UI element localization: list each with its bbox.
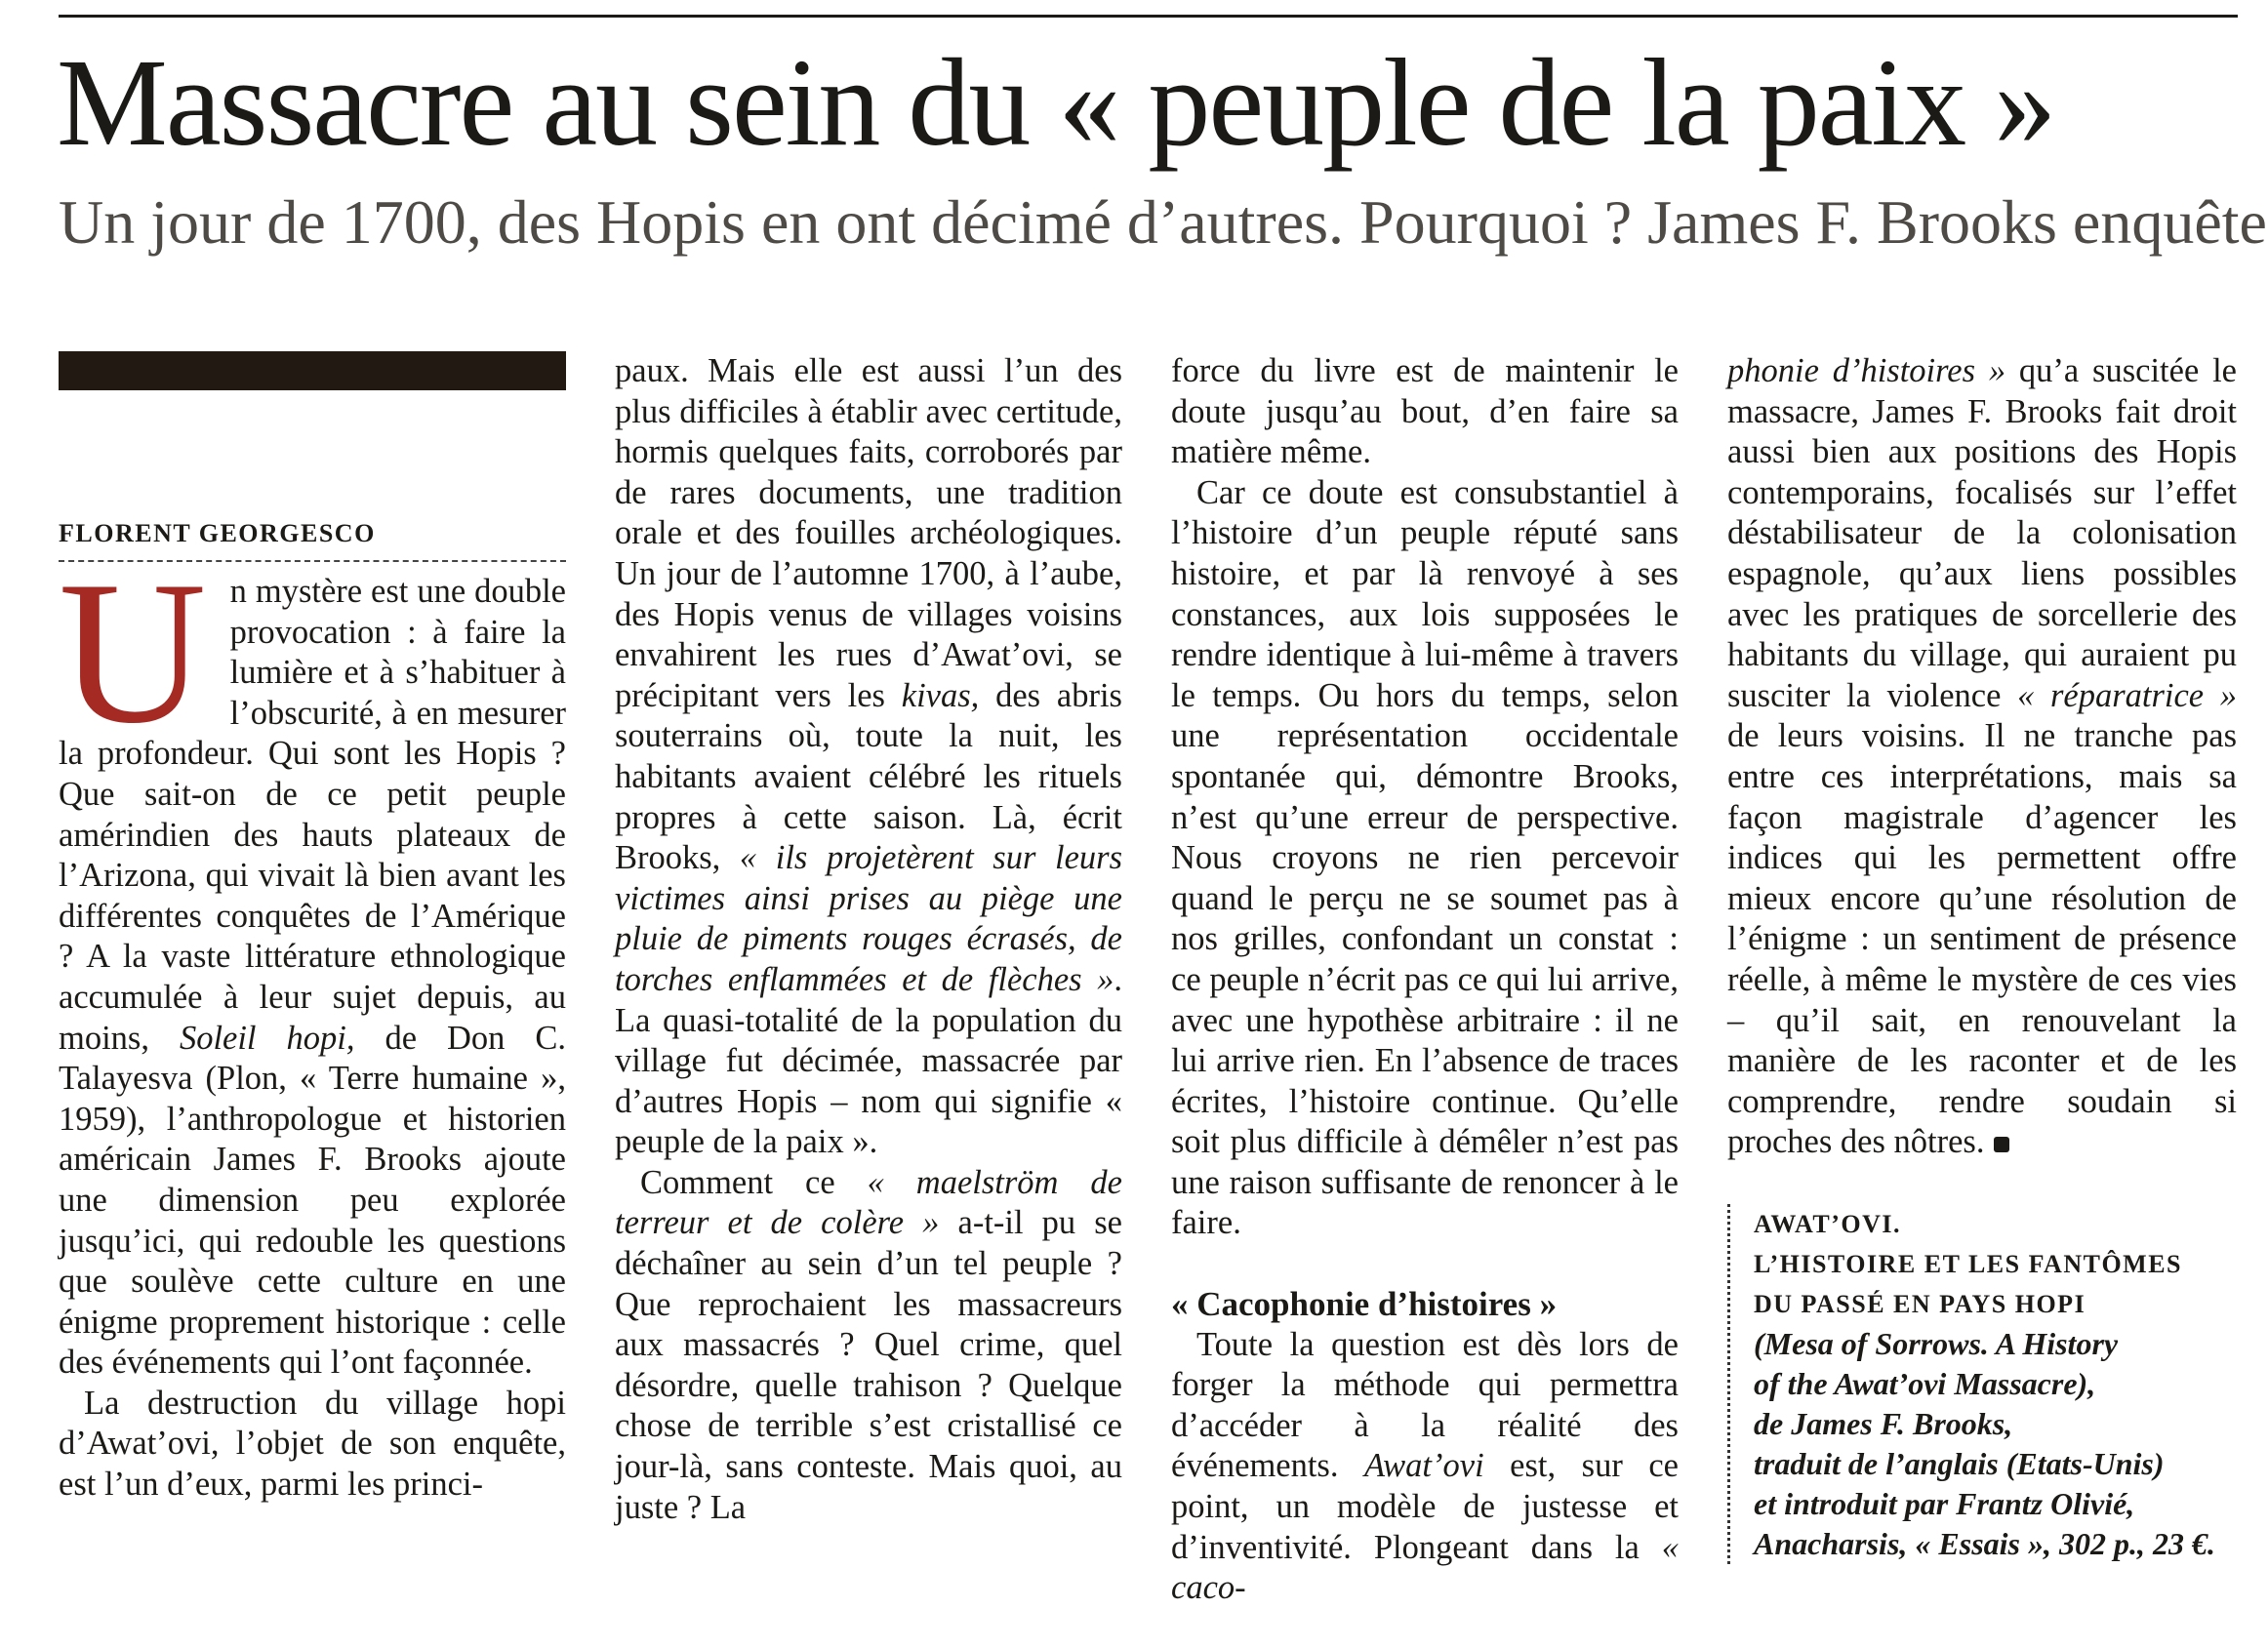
- author-byline: FLORENT GEORGESCO: [59, 517, 566, 562]
- book-original-title-2: of the Awat’ovi Massacre),: [1754, 1365, 2096, 1401]
- paragraph-5-cont: phonie d’histoires » qu’a suscitée le massacre, James F. Brooks fait droit aussi bien aux positions des Hopis contemporains, focalisés sur l’effet déstabilisateur de la colonisation espagnole, qu’aux liens possibles avec les pratiques de sorcellerie des habitants du village, qui auraient pu susciter la violence « réparatrice » de leurs voisins. Il ne tranche pas entre ces interprétations, mais sa façon magistrale d’agencer les indices qui les permettent offre mieux encore qu’une résolution de l’énigme : un sentiment de présence réelle, à même le mystère de ces vies – qu’il sait, en renouvelant la manière de les raconter et de les comprendre, rendre soudain si proches des nôtres.: [1727, 352, 2237, 1161]
- subheading: « Cacophonie d’histoires »: [1171, 1285, 1558, 1324]
- book-info: [1727, 1204, 2237, 1564]
- book-title: AWAT’OVI.: [1754, 1209, 1901, 1238]
- book-original-title-1: (Mesa of Sorrows. A History: [1754, 1325, 2119, 1361]
- book-subtitle-2: DU PASSÉ EN PAYS HOPI: [1754, 1289, 2086, 1318]
- column-4: [1727, 351, 2237, 1564]
- article-title: Massacre au sein du « peuple de la paix »: [57, 33, 2055, 172]
- book-translation: traduit de l’anglais (Etats-Unis): [1754, 1445, 2165, 1481]
- book-publisher: Anacharsis, « Essais », 302 p., 23 €.: [1754, 1525, 2215, 1561]
- drop-cap: U: [59, 540, 207, 766]
- paragraph-3: Comment ce « maelström de terreur et de colère » a-t-il pu se déchaîner au sein d’un tel peuple ? Que reprochaient les massacreurs aux massacrés ? Quel crime, quel désordre, quelle trahison ? Quelque chose de terrible s’est cristallisé ce jour-là, sans conteste. Mais quoi, au juste ? La: [615, 1163, 1122, 1526]
- paragraph-2-cont: paux. Mais elle est aussi l’un des plus difficiles à établir avec certitude, hormis quelques faits, corroborés par de rares documents, une tradition orale et des fouilles archéologiques. Un jour de l’automne 1700, à l’aube, des Hopis venus de villages voisins envahirent les rues d’Awat’ovi, se précipitant vers les kivas, des abris souterrains où, toute la nuit, les habitants avaient célébré les rituels propres à cette saison. Là, écrit Brooks, « ils projetèrent sur leurs victimes ainsi prises au piège une pluie de piments rouges écrasés, de torches enflammées et de flèches ». La quasi-totalité de la population du village fut décimée, massacrée par d’autres Hopis – nom qui signifie « peuple de la paix ».: [615, 352, 1122, 1161]
- paragraph-5: Toute la question est dès lors de forger la méthode qui permettra d’accéder à la réalité des événements. Awat’ovi est, sur ce point, un modèle de justesse et d’inventivité. Plongeant dans la « caco-: [1171, 1325, 1679, 1607]
- section-bar: [59, 351, 566, 390]
- book-author: de James F. Brooks,: [1754, 1405, 2013, 1441]
- paragraph-1: Un mystère est une double provocation : à faire la lumière et à s’habituer à l’obscurité, à en mesurer la profondeur. Qui sont les Hopis ? Que sait-on de ce petit peuple amérindien des hauts plateaux de l’Arizona, qui vivait là bien avant les différentes conquêtes de l’Amérique ? A la vaste littérature ethnologique accumulée à leur sujet depuis, au moins, Soleil hopi, de Don C. Talayesva (Plon, « Terre humaine », 1959), l’anthropologue et historien américain James F. Brooks ajoute une dimension peu explorée jusqu’ici, qui redouble les questions que soulève cette culture en une énigme proprement historique : celle des événements qui l’ont façonnée.: [59, 540, 566, 1382]
- column-1: [59, 351, 566, 1506]
- column-1-text: [59, 540, 566, 1506]
- end-mark-icon: [1994, 1137, 2009, 1152]
- column-4-text: [1727, 351, 2237, 1163]
- top-rule: [59, 15, 2238, 18]
- paragraph-4: Car ce doute est consubstantiel à l’histoire d’un peuple réputé sans histoire, et par là renvoyé à ses constances, aux lois supposées le rendre identique à lui-même à travers le temps. Ou hors du temps, selon une représentation occidentale spontanée qui, démontre Brooks, n’est qu’une erreur de perspective. Nous croyons ne rien percevoir quand le perçu ne se soumet pas à nos grilles, confondant un constat : ce peuple n’écrit pas ce qui lui arrive, avec une hypothèse arbitraire : il ne lui arrive rien. En l’absence de traces écrites, l’histoire continue. Qu’elle soit plus difficile à démêler n’est pas une raison suffisante de renoncer à le faire.: [1171, 473, 1679, 1242]
- paragraph-3-cont: force du livre est de maintenir le doute jusqu’au bout, d’en faire sa matière même.: [1171, 352, 1679, 471]
- paragraph-2-start: La destruction du village hopi d’Awat’ovi, l’objet de son enquête, est l’un d’eux, parmi les princi-: [59, 1384, 566, 1504]
- book-subtitle-1: L’HISTOIRE ET LES FANTÔMES: [1754, 1249, 2183, 1278]
- column-3-text: [1171, 351, 1679, 1609]
- column-2: [615, 351, 1122, 1528]
- column-3: [1171, 351, 1679, 1609]
- book-introduction: et introduit par Frantz Olivié,: [1754, 1485, 2135, 1521]
- column-2-text: [615, 351, 1122, 1528]
- article-subtitle: Un jour de 1700, des Hopis en ont décimé d’autres. Pourquoi ? James F. Brooks enquête: [59, 187, 2267, 257]
